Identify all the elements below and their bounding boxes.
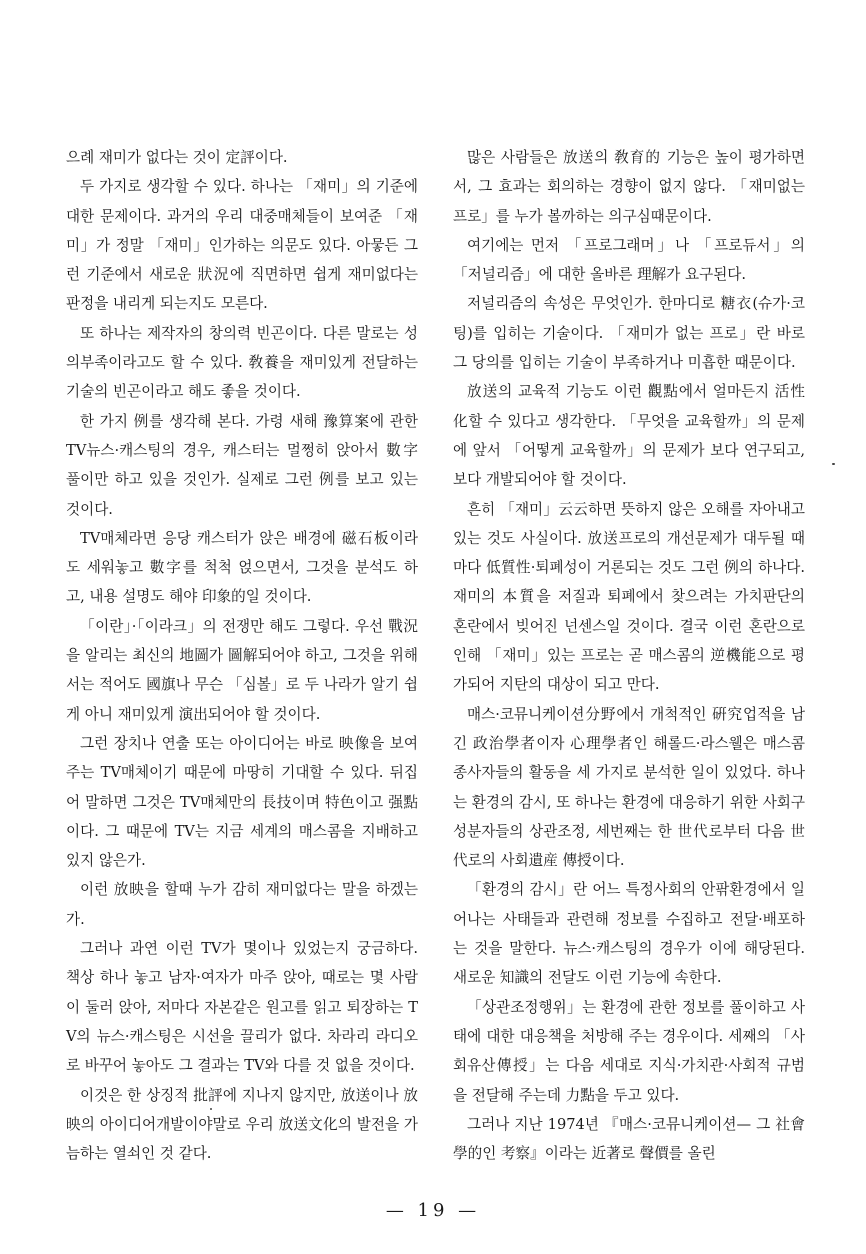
paragraph: 으례 재미가 없다는 것이 定評이다. (66, 149, 288, 166)
paragraph: 한 가지 例를 생각해 본다. 가령 새해 豫算案에 관한 TV뉴스·캐스팅의 경우, 캐스터는 멀쩡히 앉아서 數字 풀이만 하고 있을 것인가. 실제로 그런 例를 보고 있는 것이다. (66, 412, 418, 518)
left-column (66, 143, 418, 1168)
paragraph: 많은 사람들은 放送의 敎育的 기능은 높이 평가하면서, 그 효과는 회의하는 경향이 없지 않다. 「재미없는 프로」를 누가 볼까하는 의구심때문이다. (453, 149, 805, 225)
scan-speck (210, 1108, 212, 1110)
paragraph: 그런 장치나 연출 또는 아이디어는 바로 映像을 보여주는 TV매체이기 때문에 마땅히 기대할 수 있다. 뒤집어 말하면 그것은 TV매체만의 長技이며 特色이고 强點이다. 그 때문에 TV는 지금 세계의 매스콤을 지배하고 있지 않은가. (66, 734, 418, 870)
paragraph: 그러나 과연 이런 TV가 몇이나 있었는지 궁금하다. 책상 하나 놓고 남자·여자가 마주 앉아, 때로는 몇 사람이 둘러 앉아, 저마다 자본같은 원고를 읽고 퇴장하는 TV의 뉴스·캐스팅은 시선을 끌리가 없다. 차라리 라디오로 바꾸어 놓아도 그 결과는 TV와 다를 것 없을 것이다. (66, 940, 418, 1075)
paragraph: 두 가지로 생각할 수 있다. 하나는 「재미」의 기준에 대한 문제이다. 과거의 우리 대중매체들이 보여준 「재미」가 정말 「재미」인가하는 의문도 있다. 아뭏든 그런 기준에서 새로운 狀況에 직면하면 쉽게 재미없다는 판정을 내리게 되는지도 모른다. (66, 178, 418, 313)
paragraph: 흔히 「재미」云云하면 뜻하지 않은 오해를 자아내고 있는 것도 사실이다. 放送프로의 개선문제가 대두될 때마다 低質性·퇴폐성이 거론되는 것도 그런 例의 하나다. 재미의 本質을 저질과 퇴폐에서 찾으려는 가치판단의 혼란에서 빚어진 넌센스일 것이다. 결국 이런 혼란으로 인해 「재미」있는 프로는 곧 매스콤의 逆機能으로 평가되어 지탄의 대상이 되고 만다. (453, 500, 805, 694)
scan-speck (832, 463, 835, 465)
paragraph: TV매체라면 응당 캐스터가 앉은 배경에 磁石板이라도 세워놓고 數字를 척척 얹으면서, 그것을 분석도 하고, 내용 설명도 해야 印象的일 것이다. (66, 529, 418, 606)
page-number: — 19 — (385, 1200, 481, 1221)
paragraph: 放送의 교육적 기능도 이런 觀點에서 얼마든지 活性化할 수 있다고 생각한다. 「무엇을 교육할까」의 문제에 앞서 「어떻게 교육할까」의 문제가 보다 연구되고, 보다 개발되어야 할 것이다. (453, 383, 805, 489)
paragraph: 그러나 지난 1974년 『매스·코뮤니케이션— 그 社會學的인 考察』이라는 近著로 聲價를 올린 (453, 1115, 805, 1163)
paragraph: 이런 放映을 할때 누가 감히 재미없다는 말을 하겠는가. (66, 881, 418, 928)
paragraph: 여기에는 먼저 「프로그래머」나 「프로듀서」의 「저널리즘」에 대한 올바른 理解가 요구된다. (453, 236, 805, 284)
paragraph: 이것은 한 상징적 批評에 지나지 않지만, 放送이나 放映의 아이디어개발이야말로 우리 放送文化의 발전을 가늠하는 열쇠인 것 같다. (66, 1086, 418, 1163)
paragraph: 또 하나는 제작자의 창의력 빈곤이다. 다른 말로는 성의부족이라고도 할 수 있다. 敎養을 재미있게 전달하는 기술의 빈곤이라고 해도 좋을 것이다. (66, 324, 418, 401)
paragraph: 매스·코뮤니케이션分野에서 개척적인 硏究업적을 남긴 政治學者이자 心理學者인 해롤드·라스웰은 매스콤 종사자들의 활동을 세 가지로 분석한 일이 있었다. 하나는 환경의 감시, 또 하나는 환경에 대응하기 위한 사회구성분자들의 상관조정, 세번째는 한 世代로부터 다음 世代로의 사회遺産 傳授이다. (453, 705, 805, 870)
paragraph: 「이란」·「이라크」의 전쟁만 해도 그렇다. 우선 戰況을 알리는 최신의 地圖가 圖解되어야 하고, 그것을 위해서는 적어도 國旗나 무슨 「심볼」로 두 나라가 알기 쉽게 아니 재미있게 演出되어야 할 것이다. (66, 617, 418, 723)
right-column (453, 143, 805, 1168)
paragraph: 저널리즘의 속성은 무엇인가. 한마디로 糖衣(슈가·코팅)를 입히는 기술이다. 「재미가 없는 프로」란 바로 그 당의를 입히는 기술이 부족하거나 미흡한 때문이다. (453, 295, 805, 372)
paragraph: 「상관조정행위」는 환경에 관한 정보를 풀이하고 사태에 대한 대응책을 처방해 주는 경우이다. 세째의 「사회유산傳授」는 다음 세대로 지식·가치관·사회적 규범을 전달해 주는데 力點을 두고 있다. (453, 998, 805, 1104)
paragraph: 「환경의 감시」란 어느 특정사회의 안팎환경에서 일어나는 사태들과 관련해 정보를 수집하고 전달·배포하는 것을 말한다. 뉴스·캐스팅의 경우가 이에 해당된다. 새로운 知識의 전달도 이런 기능에 속한다. (453, 881, 805, 987)
